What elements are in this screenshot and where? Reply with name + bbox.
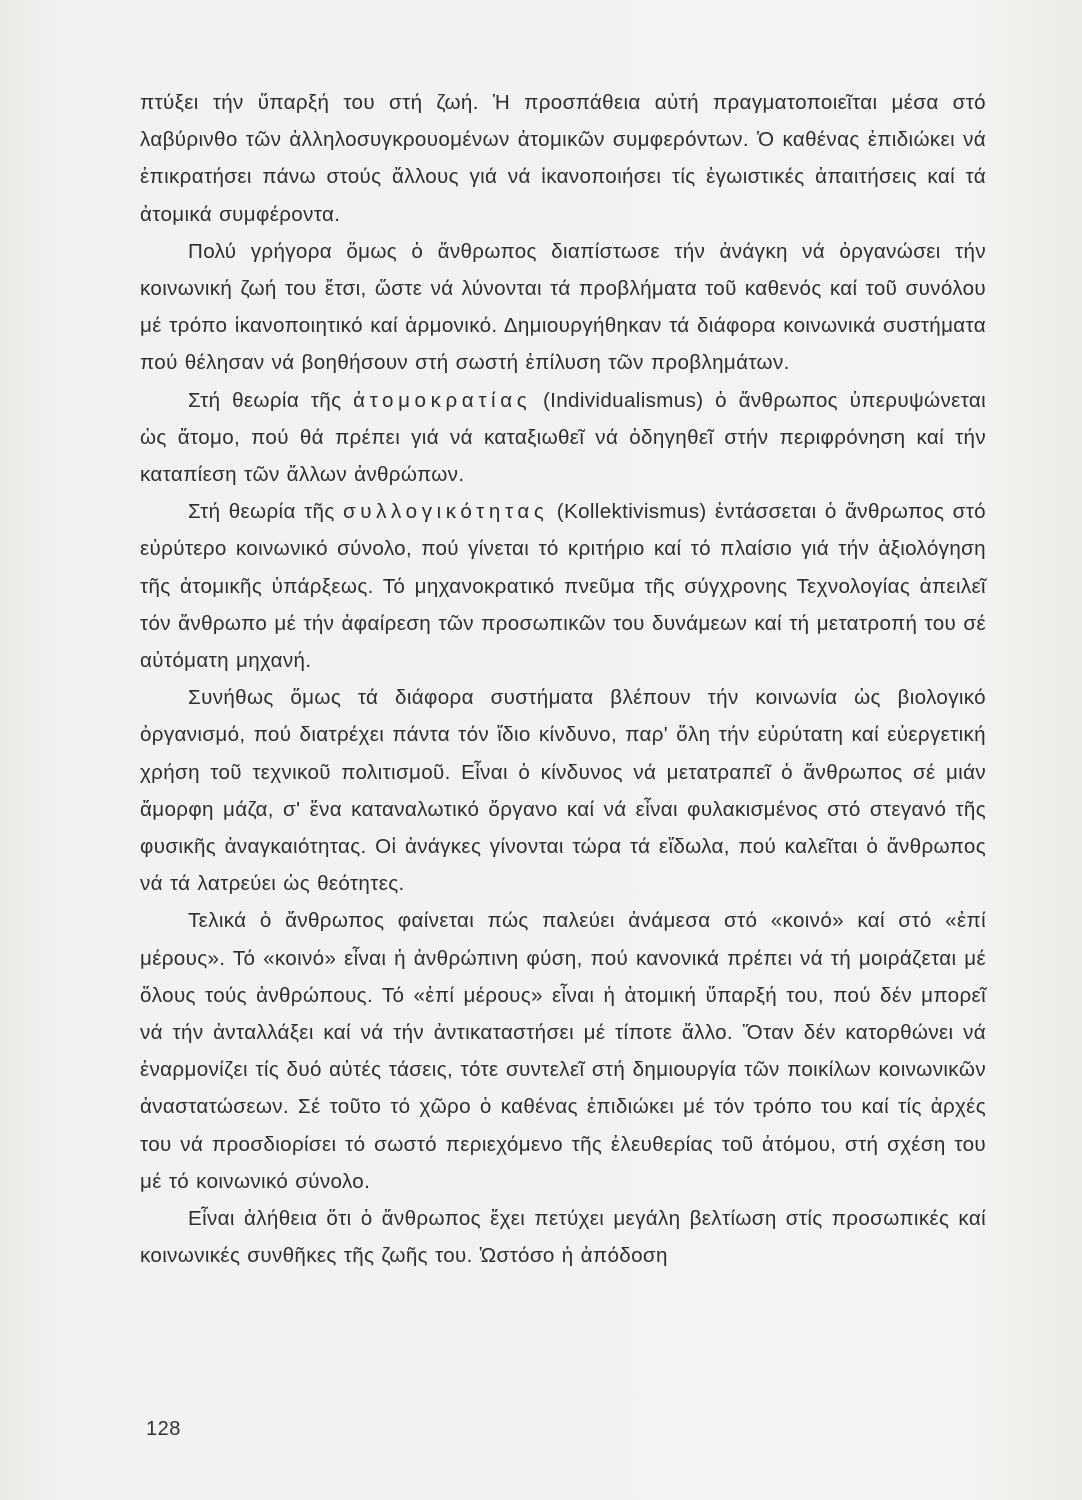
paragraph-1: πτύξει τήν ὕπαρξή του στή ζωή. Ἡ προσπάθεια αὐτή πραγματοποιεῖται μέσα στό λαβύρινθο τῶν ἀλληλοσυγκρουομένων ἀτομικῶν συμφερόντων. Ὁ καθένας ἐπιδιώκει νά ἐπικρατήσει πάνω στούς ἄλλους γιά νά ἱκανοποιήσει τίς ἐγωιστικές ἀπαιτήσεις καί τά ἀτομικά συμφέροντα. xyxy=(140,91,986,226)
paragraph-3-lead: Στή θεωρία τῆς xyxy=(188,388,354,412)
paragraph-5: Συνήθως ὅμως τά διάφορα συστήματα βλέπουν τήν κοινωνία ὡς βιολογικό ὀργανισμό, πού διατρέχει πάντα τόν ἴδιο κίνδυνο, παρ' ὅλη τήν εὐρύτατη καί εὐεργετική χρήση τοῦ τεχνικοῦ πολιτισμοῦ. Εἶναι ὁ κίνδυνος νά μετατραπεῖ ὁ ἄνθρωπος σέ μιάν ἄμορφη μάζα, σ' ἕνα καταναλωτικό ὄργανο καί νά εἶναι φυλακισμένος στό στεγανό τῆς φυσικῆς ἀναγκαιότητας. Οἱ ἀνάγκες γίνονται τώρα τά εἴδωλα, πού καλεῖται ὁ ἄνθρωπος νά τά λατρεύει ὡς θεότητες. xyxy=(140,686,986,896)
paragraph-2: Πολύ γρήγορα ὅμως ὁ ἄνθρωπος διαπίστωσε τήν ἀνάγκη νά ὀργανώσει τήν κοινωνική ζωή του ἔτσι, ὥστε νά λύνονται τά προβλήματα τοῦ καθενός καί τοῦ συνόλου μέ τρόπο ἱκανοποιητικό καί ἁρμονικό. Δημιουργήθηκαν τά διάφορα κοινωνικά συστήματα πού θέλησαν νά βοηθήσουν στή σωστή ἐπίλυση τῶν προβλημάτων. xyxy=(140,239,986,375)
paragraph-4-lead: Στή θεωρία τῆς xyxy=(188,500,343,524)
paragraph-4-rest: (Kollektivismus) ἐντάσσεται ὁ ἄνθρωπος στό εὐρύτερο κοινωνικό σύνολο, πού γίνεται τό κριτήριο καί τό πλαίσιο γιά τήν ἀξιολόγηση τῆς ἀτομικῆς ὑπάρξεως. Τό μηχανοκρατικό πνεῦμα τῆς σύγχρονης Τεχνολογίας ἀπειλεῖ τόν ἄνθρωπο μέ τήν ἀφαίρεση τῶν προσωπικῶν του δυνάμεων καί τή μετατροπή του σέ αὐτόματη μηχανή. xyxy=(140,500,986,673)
paragraph-3 xyxy=(140,382,986,494)
term-collectivism: συλλογικότητας xyxy=(342,500,549,524)
paragraph-4 xyxy=(140,493,986,679)
term-individualism: ἀτομοκρατίας xyxy=(353,388,532,412)
paragraph-3-rest: (Individualismus) ὁ ἄνθρωπος ὑπερυψώνεται ὡς ἄτομο, πού θά πρέπει γιά νά καταξιωθεῖ νά ὁδηγηθεῖ στήν περιφρόνηση καί τήν καταπίεση τῶν ἄλλων ἀνθρώπων. xyxy=(140,388,986,487)
body-text xyxy=(140,84,986,1275)
page-number: 128 xyxy=(146,1418,181,1440)
paragraph-7: Εἶναι ἀλήθεια ὅτι ὁ ἄνθρωπος ἔχει πετύχει μεγάλη βελτίωση στίς προσωπικές καί κοινωνικές συνθῆκες τῆς ζωῆς του. Ὡστόσο ἡ ἀπόδοση xyxy=(140,1207,986,1268)
paragraph-6: Τελικά ὁ ἄνθρωπος φαίνεται πώς παλεύει ἀνάμεσα στό «κοινό» καί στό «ἐπί μέρους». Τό «κοινό» εἶναι ἡ ἀνθρώπινη φύση, πού κανονικά πρέπει νά τή μοιράζεται μέ ὅλους τούς ἀνθρώπους. Τό «ἐπί μέρους» εἶναι ἡ ἀτομική ὕπαρξή του, πού δέν μπορεῖ νά τήν ἀνταλλάξει καί νά τήν ἀντικαταστήσει μέ τίποτε ἄλλο. Ὅταν δέν κατορθώνει νά ἐναρμονίζει τίς δυό αὐτές τάσεις, τότε συντελεῖ στή δημιουργία τῶν ποικίλων κοινωνικῶν ἀναστατώσεων. Σέ τοῦτο τό χῶρο ὁ καθένας ἐπιδιώκει μέ τόν τρόπο του καί τίς ἀρχές του νά προσδιορίσει τό σωστό περιεχόμενο τῆς ἐλευθερίας τοῦ ἀτόμου, στή σχέση του μέ τό κοινωνικό σύνολο. xyxy=(140,909,986,1193)
